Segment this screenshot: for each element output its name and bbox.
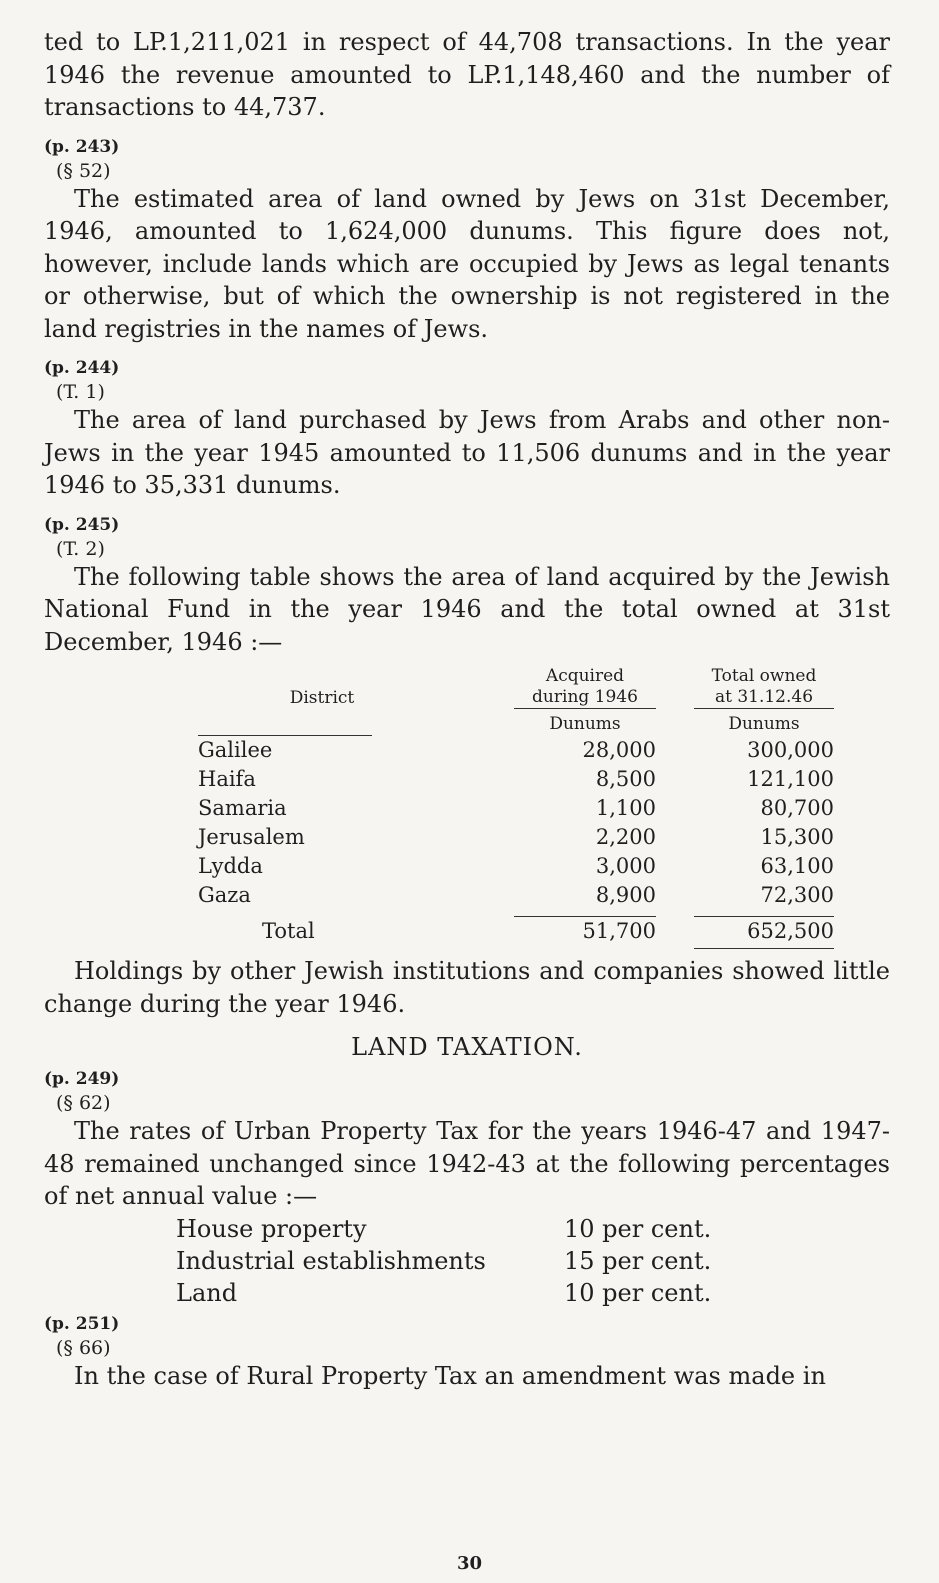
page-reference: (p. 244) [44,358,120,378]
page-reference: (p. 243) [44,136,120,157]
acquired-cell: 8,500 [595,767,656,791]
tax-rate-value: 10 per cent. [564,1214,712,1243]
page-reference: (p. 245) [44,514,120,535]
total-owned-cell: 300,000 [747,738,834,762]
units-total: Dunums [694,709,834,737]
tax-rates-list [176,1213,890,1309]
document-page [44,26,890,1392]
paragraph-land-purchased: The area of land purchased by Jews from Arabs and other non-Jews in the year 1945 amounted to 11,506 dunums and in the year 1946 to 35,331 dunums. [44,406,890,499]
section-reference: (§ 62) [56,1092,111,1114]
total-owned: 652,500 [747,919,834,943]
section-reference: (T. 2) [56,537,105,560]
tax-rate-row [176,1277,890,1309]
paragraph-urban-tax: The rates of Urban Property Tax for the years 1946-47 and 1947-48 remained unchanged since 1942-43 at the following percentages of net annual value :— [44,1117,890,1210]
paragraph-revenue: ted to LP.1,211,021 in respect of 44,708 transactions. In the year 1946 the revenue amounted to LP.1,148,460 and the number of transactions to 44,737. [44,28,890,121]
district-cell: Samaria [198,796,287,820]
page-reference: (p. 251) [44,1313,120,1334]
total-owned-cell: 72,300 [760,883,834,907]
acquired-cell: 3,000 [595,854,656,878]
paragraph-table-intro: The following table shows the area of land acquired by the Jewish National Fund in the year 1946 and the total owned at 31st December, 1946 :— [44,562,890,656]
header-total-owned: Total owned at 31.12.46 [711,666,817,707]
acquired-cell: 8,900 [595,883,656,907]
acquired-cell: 28,000 [582,738,656,762]
section-reference: (§ 52) [56,159,111,182]
total-owned-cell: 80,700 [760,796,834,820]
tax-rate-label: Industrial establishments [176,1246,486,1275]
paragraph-rural-tax: In the case of Rural Property Tax an amendment was made in [74,1361,826,1390]
total-label: Total [262,919,315,943]
table-row [198,736,834,765]
tax-rate-label: Land [176,1278,238,1307]
tax-rate-row [176,1213,890,1245]
tax-rate-label: House property [176,1214,367,1243]
district-cell: Jerusalem [198,825,305,849]
tax-rate-row [176,1245,890,1277]
page-number: 30 [456,1553,483,1574]
paragraph-holdings: Holdings by other Jewish institutions and companies showed little change during the year 1946. [44,957,890,1018]
total-owned-cell: 121,100 [747,767,834,791]
section-reference: (§ 66) [56,1336,111,1359]
table-total-row [198,917,834,946]
acquired-cell: 2,200 [595,825,656,849]
section-heading: LAND TAXATION. [351,1033,583,1061]
section-reference: (T. 1) [56,381,105,403]
table-row [198,794,834,823]
table-row [198,881,834,910]
units-acquired: Dunums [514,709,656,737]
header-acquired: Acquired during 1946 [532,666,638,707]
total-owned-cell: 63,100 [760,854,834,878]
district-cell: Haifa [198,767,256,791]
district-cell: Galilee [198,738,273,762]
table-row [198,852,834,881]
header-district: District [289,687,355,708]
district-cell: Gaza [198,883,251,907]
tax-rate-value: 10 per cent. [564,1278,712,1307]
table-body [198,736,834,910]
page-reference: (p. 249) [44,1069,120,1089]
table-row [198,765,834,794]
total-owned-cell: 15,300 [760,825,834,849]
total-acquired: 51,700 [582,919,656,943]
jnf-land-table [198,666,834,949]
tax-rate-value: 15 per cent. [564,1246,712,1275]
table-row [198,823,834,852]
paragraph-land-owned: The estimated area of land owned by Jews on 31st December, 1946, amounted to 1,624,000 dunums. This figure does not, however, include lands which are occupied by Jews as legal tenants or otherwise, but of which the ownership is not registered in the land registries in the names of Jews. [44,184,890,343]
total-rule [694,948,834,949]
acquired-cell: 1,100 [595,796,656,820]
district-cell: Lydda [198,854,263,878]
